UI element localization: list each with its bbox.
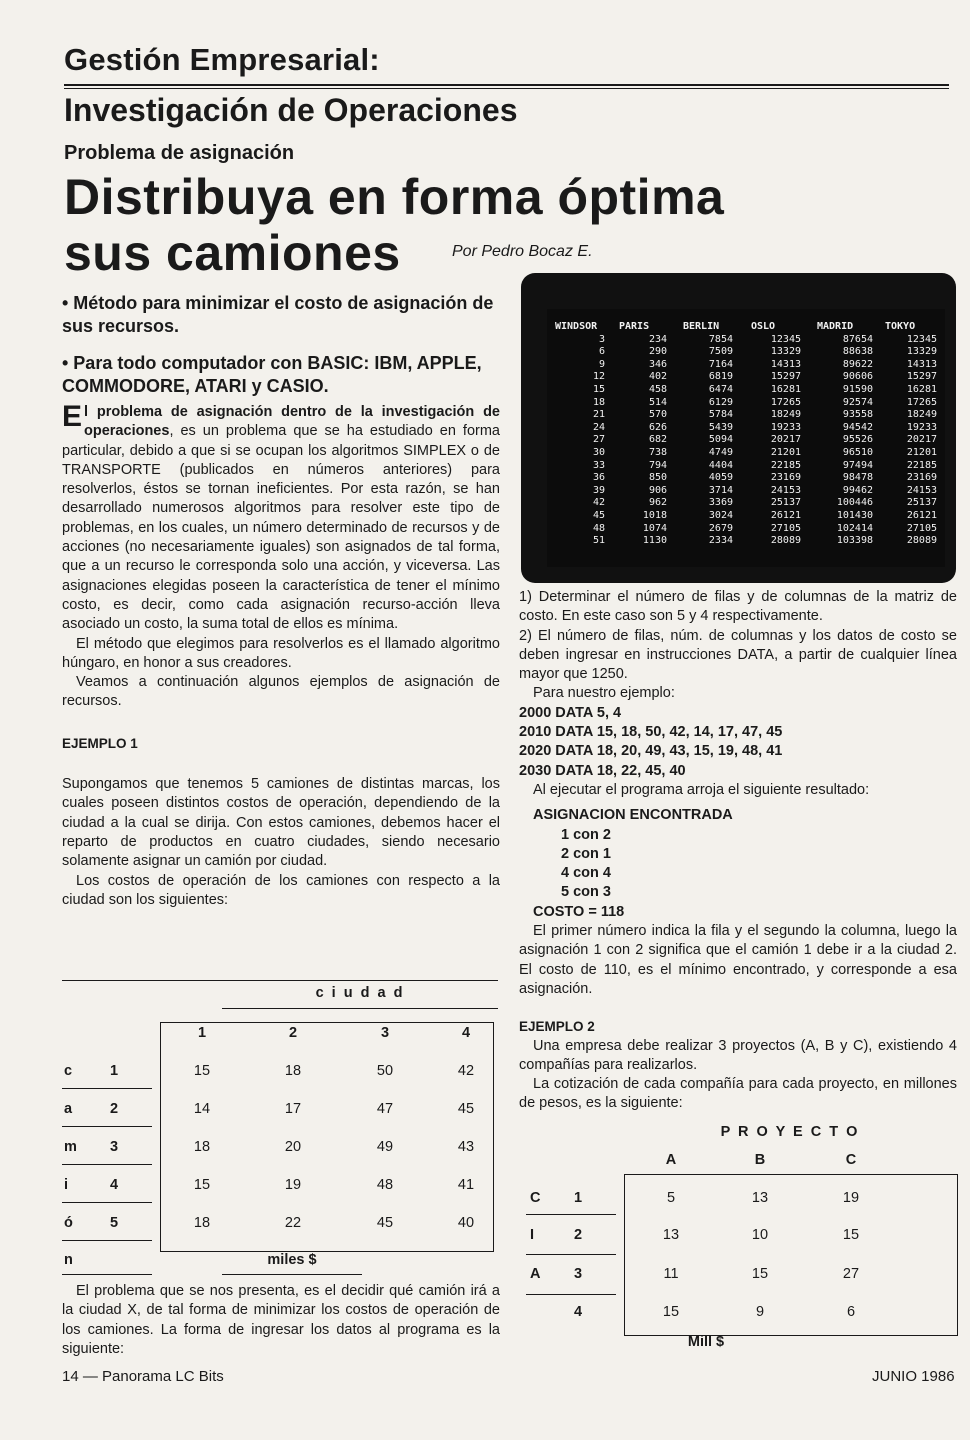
screen-value: 7164 [708,358,733,370]
screen-value: 514 [648,396,667,408]
screen-value: 1074 [642,522,667,534]
result-cost: COSTO = 118 [533,903,625,920]
table-cell: 48 [376,1177,394,1193]
screen-value: 48 [592,522,605,534]
bullet-item: • Método para minimizar el costo de asignación de sus recursos. [62,293,494,336]
table-cell: 47 [376,1101,394,1117]
screen-value: 738 [648,446,667,458]
example2-paragraph-1: Una empresa debe realizar 3 proyectos (A, B y C), existiendo 4 compañías para realizarlos. [519,1037,957,1073]
screen-value: 45 [592,509,605,521]
screen-value: 101430 [836,509,873,521]
screen-value: 4749 [708,446,733,458]
screen-value: 39 [592,484,605,496]
screen-value: 13329 [770,346,801,358]
code-line: 2000 DATA 5, 4 [519,704,622,721]
screen-value: 234 [648,333,667,345]
left-column-text [62,400,500,910]
row-rule [526,1254,616,1255]
screen-value: 290 [648,346,667,358]
table-top-rule [62,980,498,981]
screen-value: 3714 [708,484,733,496]
screen-value: 15297 [906,371,937,383]
row-number: 3 [574,1266,583,1282]
table-cell: 43 [457,1139,475,1155]
screen-value: 20217 [906,434,937,446]
screen-value: 794 [648,459,667,471]
screen-column [619,321,667,548]
table-cell: 42 [457,1063,475,1079]
screen-value: 22185 [770,459,801,471]
table-cell: 15 [842,1227,860,1243]
screen-value: 36 [592,472,605,484]
step-2: 2) El número de filas, núm. de columnas y los datos de costo se deben ingresar en instrucciones DATA, a partir de cualquier línea mayor que 1250. [519,627,957,683]
headline-line2: sus camiones [64,225,401,281]
table-column-group: c i u d a d [315,985,405,1001]
header-rule [64,84,949,86]
result-title: ASIGNACION ENCONTRADA [533,807,733,824]
row-letter: ó [64,1215,73,1231]
screen-value: 5094 [708,434,733,446]
unit-rule [222,1274,362,1275]
screen-value: 25137 [770,497,801,509]
screen-value: 16281 [906,383,937,395]
screen-value: 3024 [708,509,733,521]
table-column-group: P R O Y E C T O [720,1124,860,1140]
screen-value: 27105 [906,522,937,534]
subsection-title: Investigación de Operaciones [64,92,518,128]
screen-value: 12 [592,371,605,383]
byline: Por Pedro Bocaz E. [452,243,593,260]
table-cell: 15 [662,1304,680,1320]
screen-value: 3369 [708,497,733,509]
example1-heading: EJEMPLO 1 [62,735,138,751]
screen-value: 92574 [842,396,873,408]
screen-value: 15 [592,383,605,395]
result-block [519,806,957,922]
screen-value: 26121 [770,509,801,521]
row-letter: a [64,1101,73,1117]
table-cell: 18 [284,1063,302,1079]
result-line: 5 con 3 [561,884,611,901]
screen-value: 88638 [842,346,873,358]
table-cell: 45 [457,1101,475,1117]
screen-value: 570 [648,409,667,421]
screen-value: 12345 [906,333,937,345]
screen-value: 27 [592,434,605,446]
column-header: 4 [461,1025,471,1041]
screen-value: 23169 [906,472,937,484]
table-cell: 14 [193,1101,211,1117]
table-cell: 20 [284,1139,302,1155]
result-line: 1 con 2 [561,826,611,843]
screen-value: 17265 [770,396,801,408]
row-letter: n [64,1252,73,1268]
bullet-item: • Para todo computador con BASIC: IBM, APPLE, COMMODORE, ATARI y CASIO. [62,353,482,396]
screen-value: 94542 [842,421,873,433]
dropcap: E [62,400,83,433]
screen-value: 14313 [906,358,937,370]
screen-value: 97494 [842,459,873,471]
result-intro: Al ejecutar el programa arroja el siguiente resultado: [533,781,870,798]
table-cell: 45 [376,1215,394,1231]
screen-value: 25137 [906,497,937,509]
screen-value: 346 [648,358,667,370]
table-unit: Mill $ [687,1334,725,1350]
intro-paragraph [62,400,500,635]
screen-value: 26121 [906,509,937,521]
computer-screen-photo [521,273,956,583]
table-cell: 13 [751,1190,769,1206]
row-number: 1 [574,1190,583,1206]
right-column-text [519,588,957,1114]
column-header: C [845,1152,857,1168]
table-cell: 18 [193,1215,211,1231]
screen-value: 14313 [770,358,801,370]
screen-value: 1018 [642,509,667,521]
example1-after-text: El problema que se nos presenta, es el decidir qué camión irá a la ciudad X, de tal forma de minimizar los costos de operación de los camiones. La forma de ingresar los datos al programa es la siguiente: [62,1283,500,1357]
table-cell: 41 [457,1177,475,1193]
screen-value: 16281 [770,383,801,395]
screen-value: 6819 [708,371,733,383]
screen-value: 15297 [770,371,801,383]
intro-lead: l problema de asignación dentro de la investigación de operaciones [84,404,500,440]
screen-column-header: WINDSOR [555,321,598,332]
intro-text: , es un problema que se ha estudiado en forma particular, debido a que si se ocupan los algoritmos SIMPLEX o de TRANSPORTE (publicados en números anteriores) para resolverlos, éstos se tornan ineficientes. Por esta razón, se han desarrollado numerosos algoritmos para resolver este tipo de problemas, en los cuales, un número determinado de recursos y de acciones (no necesariamente iguales) son asignados de tal forma, que a un recurso le corresponda solo una acción, y viceversa. Las asignaciones elegidas poseen la característica de tener el mínimo costo, es decir, como cada asignación recurso-acción lleva asociado un costo, la suma total de ellos es mínima. [62,423,500,633]
row-letter: I [530,1227,535,1243]
code-line: 2010 DATA 15, 18, 50, 42, 14, 17, 47, 45 [519,724,783,741]
column-header: 2 [288,1025,298,1041]
screen-value: 850 [648,472,667,484]
screen-value: 28089 [770,535,801,547]
table-cell: 10 [751,1227,769,1243]
data-code-block [519,704,957,781]
screen-value: 682 [648,434,667,446]
screen-value: 13329 [906,346,937,358]
row-rule [62,1240,152,1241]
table-cell: 40 [457,1215,475,1231]
screen-column [683,321,733,548]
screen-value: 3 [598,333,605,345]
example2-paragraph-2: La cotización de cada compañía para cada proyecto, en millones de pesos, es la siguiente: [519,1076,957,1112]
screen-value: 18249 [770,409,801,421]
screen-value: 99462 [842,484,873,496]
example1-paragraph-1: Supongamos que tenemos 5 camiones de distintas marcas, los cuales poseen distintos costos de operación, dependiendo de la ciudad a la cual se dirija. Con estos camiones, debemos hacer el reparto de productos en cuatro ciudades, siendo necesario solamente asignar un camión por ciudad. [62,776,500,870]
cost-table-trucks [62,980,498,1280]
screen-value: 103398 [836,535,873,547]
screen-value: 24153 [906,484,937,496]
kicker: Problema de asignación [64,142,295,164]
section-title: Gestión Empresarial: [64,42,380,77]
screen-value: 6 [598,346,605,358]
screen-value: 96510 [842,446,873,458]
result-line: 4 con 4 [561,865,611,882]
screen-value: 21201 [906,446,937,458]
screen-value: 18 [592,396,605,408]
result-line: 2 con 1 [561,845,611,862]
screen-value: 27105 [770,522,801,534]
row-rule [526,1214,616,1215]
table-cell: 19 [284,1177,302,1193]
screen-value: 17265 [906,396,937,408]
screen-value: 90606 [842,371,873,383]
footer-page-info: 14 — Panorama LC Bits [62,1368,224,1385]
result-explanation: El primer número indica la fila y el segundo la columna, luego la asignación 1 con 2 significa que el camión 1 debe ir a la ciudad 2. El costo de 110, es el mínimo encontrado, y corresponde a esa asignación. [519,923,957,997]
row-number: 5 [110,1215,119,1231]
table-cell: 15 [193,1177,211,1193]
screen-value: 6129 [708,396,733,408]
screen-column [751,321,801,548]
row-number: 2 [110,1101,119,1117]
table-cell: 50 [376,1063,394,1079]
row-rule [62,1164,152,1165]
quote-table-projects [526,1124,956,1354]
screen-column [885,321,937,548]
screen-value: 4059 [708,472,733,484]
screen-column-header: BERLIN [683,321,720,332]
screen-value: 95526 [842,434,873,446]
row-rule [62,1088,152,1089]
row-number: 2 [574,1227,583,1243]
screen-value: 30 [592,446,605,458]
table-cell: 15 [193,1063,211,1079]
example2-heading: EJEMPLO 2 [519,1019,595,1035]
screen-value: 21201 [770,446,801,458]
screen-value: 24 [592,421,605,433]
screen-value: 19233 [770,421,801,433]
screen-value: 9 [598,358,605,370]
table-cell: 17 [284,1101,302,1117]
screen-value: 98478 [842,472,873,484]
screen-value: 6474 [708,383,733,395]
screen-value: 24153 [770,484,801,496]
screen-value: 21 [592,409,605,421]
table-rule [222,1008,498,1009]
code-line: 2030 DATA 18, 22, 45, 40 [519,762,686,779]
screen-value: 100446 [836,497,873,509]
screen-value: 91590 [842,383,873,395]
screen-column-header: PARIS [619,321,650,332]
screen-value: 12345 [770,333,801,345]
screen-column-header: MADRID [817,321,854,332]
intro-paragraph-3: Veamos a continuación algunos ejemplos de asignación de recursos. [62,674,500,710]
screen-value: 102414 [836,522,873,534]
column-header: A [665,1152,677,1168]
screen-value: 5439 [708,421,733,433]
table-cell: 5 [666,1190,676,1206]
screen-value: 402 [648,371,667,383]
screen-value: 7509 [708,346,733,358]
table-unit: miles $ [267,1252,317,1268]
row-letter: C [530,1190,541,1206]
table-cell: 9 [755,1304,765,1320]
footer-date: JUNIO 1986 [872,1368,955,1385]
example1-paragraph-2: Los costos de operación de los camiones con respecto a la ciudad son los siguientes: [62,872,500,908]
screen-value: 4404 [708,459,733,471]
row-rule [62,1202,152,1203]
header-rule-thin [64,88,949,89]
column-header: 1 [197,1025,207,1041]
screen-value: 2334 [708,535,733,547]
table-cell: 15 [751,1266,769,1282]
table-cell: 49 [376,1139,394,1155]
step-1: 1) Determinar el número de filas y de columnas de la matriz de costo. En este caso son 5 y 4 respectivamente. [519,589,957,625]
screen-value: 51 [592,535,605,547]
row-number: 3 [110,1139,119,1155]
screen-value: 87654 [842,333,873,345]
screen-value: 5784 [708,409,733,421]
screen-column-header: TOKYO [885,321,916,332]
screen-value: 906 [648,484,667,496]
screen-value: 89622 [842,358,873,370]
row-letter: m [64,1139,77,1155]
table-cell: 27 [842,1266,860,1282]
table-cell: 18 [193,1139,211,1155]
table-cell: 13 [662,1227,680,1243]
screen-value: 93558 [842,409,873,421]
table-cell: 22 [284,1215,302,1231]
screen-column [817,321,873,548]
screen-value: 28089 [906,535,937,547]
row-rule [526,1294,616,1295]
table-cell: 11 [663,1266,679,1282]
row-number: 1 [110,1063,119,1079]
column-header: B [754,1152,766,1168]
row-letter: c [64,1063,73,1079]
screen-value: 20217 [770,434,801,446]
screen-column-header: OSLO [751,321,776,332]
screen-value: 18249 [906,409,937,421]
screen-value: 2679 [708,522,733,534]
row-number: 4 [110,1177,119,1193]
row-rule [62,1126,152,1127]
row-number: 4 [574,1304,583,1320]
column-header: 3 [380,1025,390,1041]
screen-value: 458 [648,383,667,395]
headline-line1: Distribuya en forma óptima [64,169,725,225]
code-line: 2020 DATA 18, 20, 49, 43, 15, 19, 48, 41 [519,743,783,760]
screen-column [555,321,605,548]
screen-value: 33 [592,459,605,471]
table-cell: 19 [842,1190,860,1206]
row-letter: A [530,1266,541,1282]
screen-value: 962 [648,497,667,509]
intro-paragraph-2: El método que elegimos para resolverlos es el llamado algoritmo húngaro, en honor a sus creadores. [62,635,500,671]
table-cell: 6 [846,1304,856,1320]
row-letter: i [64,1177,69,1193]
screen-value: 19233 [906,421,937,433]
bullet-list [62,292,502,412]
screen-value: 23169 [770,472,801,484]
screen-display [547,309,945,567]
screen-value: 626 [648,421,667,433]
row-rule [62,1274,152,1275]
example-intro: Para nuestro ejemplo: [533,685,675,702]
screen-value: 42 [592,497,605,509]
screen-value: 7854 [708,333,733,345]
screen-value: 22185 [906,459,937,471]
screen-value: 1130 [642,535,667,547]
